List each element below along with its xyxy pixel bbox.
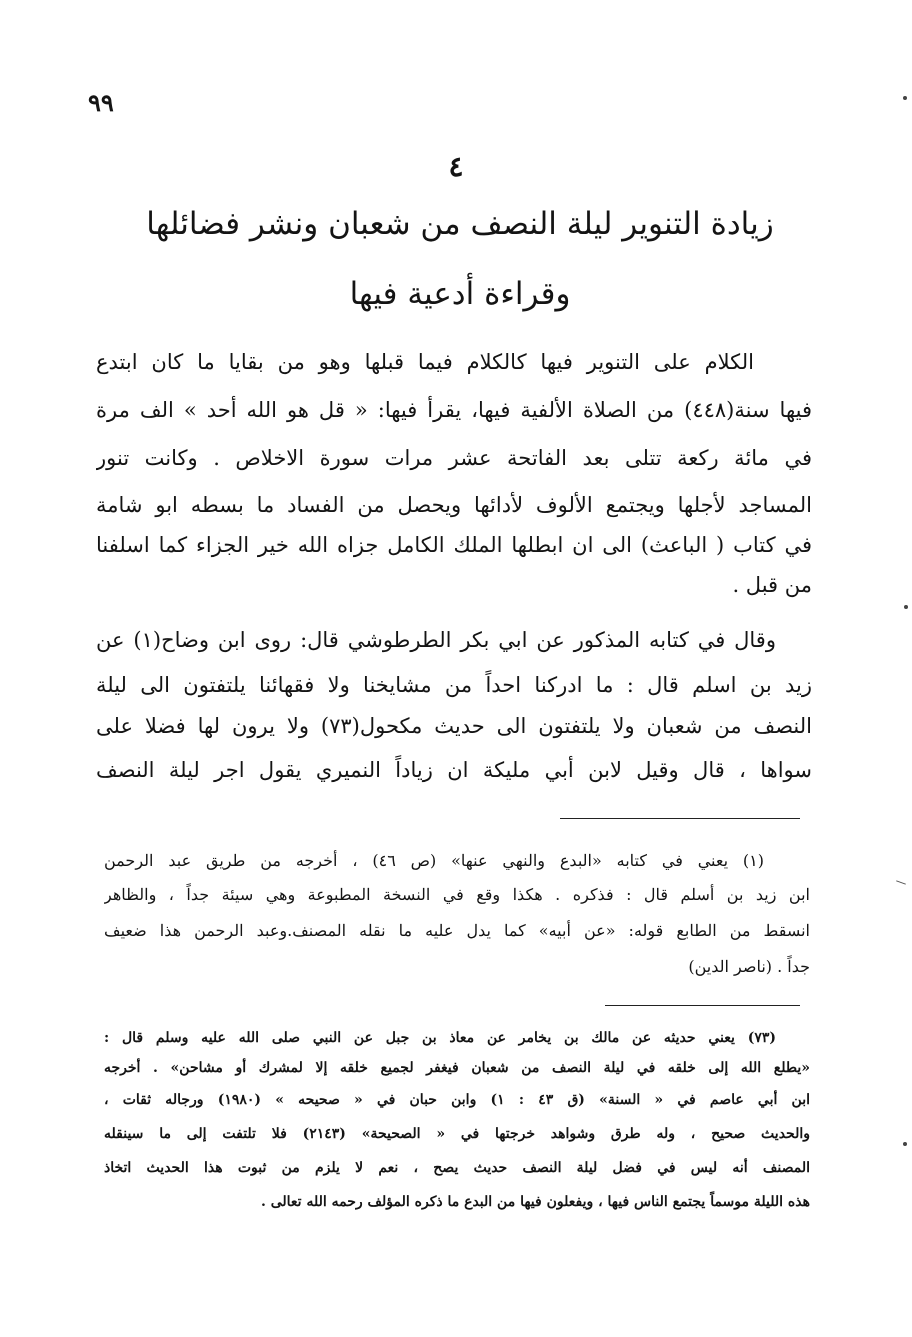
body-line: سواها ، قال وقيل لابن أبي مليكة ان زياداً النميري يقول اجر ليلة النصف bbox=[96, 758, 812, 782]
scan-speck bbox=[904, 605, 908, 609]
body-line: من قبل . bbox=[732, 573, 812, 597]
footnote-line: ابن أبي عاصم في « السنة» (ق ٤٣ : ١) وابن حبان في « صحيحه » (١٩٨٠) ورجاله ثقات ، bbox=[104, 1092, 810, 1108]
footnote-line: والحديث صحيح ، وله طرق وشواهد خرجتها في « الصحيحة» (٢١٤٣) فلا تلتفت إلى ما سينقله bbox=[104, 1126, 810, 1142]
footnote-separator bbox=[605, 1005, 800, 1006]
footnote-line: المصنف أنه ليس في فضل ليلة النصف حديث يصح ، نعم لا يلزم من ثبوت هذا الحديث اتخاذ bbox=[104, 1160, 810, 1176]
footnote-line: (٧٣) يعني حديثه عن مالك بن يخامر عن معاذ بن جبل عن النبي صلى الله عليه وسلم قال : bbox=[104, 1030, 776, 1046]
chapter-title-line-2: وقراءة أدعية فيها bbox=[349, 276, 571, 312]
body-line: النصف من شعبان ولا يلتفتون الى حديث مكحول(٧٣) ولا يرون لها فضلا على bbox=[96, 714, 812, 738]
body-line: الكلام على التنوير فيها كالكلام فيما قبلها وهو من بقايا ما كان ابتدع bbox=[96, 350, 754, 374]
footnote-line: «يطلع الله إلى خلقه في ليلة النصف من شعبان فيغفر لجميع خلقه إلا لمشرك أو مشاحن» . أخرجه bbox=[104, 1060, 810, 1076]
body-line: المساجد لأجلها ويجتمع الألوف لأدائها ويحصل من الفساد ما بسطه ابو شامة bbox=[96, 493, 812, 517]
footnote-line: (١) يعني في كتابه «البدع والنهي عنها» (ص ٤٦) ، أخرجه من طريق عبد الرحمن bbox=[104, 851, 764, 870]
page-number: ٩٩ bbox=[88, 88, 114, 117]
body-line: في مائة ركعة تتلى بعد الفاتحة عشر مرات سورة الاخلاص . وكانت تنور bbox=[96, 446, 812, 470]
body-line: في كتاب ( الباعث) الى ان ابطلها الملك الكامل جزاه الله خير الجزاء كما اسلفنا bbox=[96, 533, 812, 557]
footnote-line: ابن زيد بن أسلم قال : فذكره . هكذا وقع في النسخة المطبوعة وهي سيئة جداً ، والظاهر bbox=[104, 885, 810, 904]
scan-mark bbox=[896, 880, 906, 884]
scan-speck bbox=[903, 96, 907, 100]
body-line: وقال في كتابه المذكور عن ابي بكر الطرطوشي قال: روى ابن وضاح(١) عن bbox=[96, 628, 776, 652]
footnote-separator bbox=[560, 818, 800, 819]
footnote-line: جداً . (ناصر الدين) bbox=[688, 957, 810, 976]
chapter-number: ٤ bbox=[448, 150, 464, 183]
body-line: فيها سنة(٤٤٨) من الصلاة الألفية فيها، يقرأ فيها: « قل هو الله أحد » الف مرة bbox=[96, 398, 812, 422]
footnote-line: انسقط من الطابع قوله: «عن أبيه» كما يدل عليه ما نقله المصنف.وعبد الرحمن هذا ضعيف bbox=[104, 921, 810, 940]
chapter-title-line-1: زيادة التنوير ليلة النصف من شعبان ونشر فضائلها bbox=[146, 206, 774, 242]
footnote-line: هذه الليلة موسماً يجتمع الناس فيها ، ويفعلون فيها من البدع ما ذكره المؤلف رحمه الله تعالى . bbox=[260, 1194, 810, 1210]
body-line: زيد بن اسلم قال : ما ادركنا احداً من مشايخنا ولا فقهائنا يلتفتون الى ليلة bbox=[96, 673, 812, 697]
scan-speck bbox=[903, 1142, 907, 1146]
